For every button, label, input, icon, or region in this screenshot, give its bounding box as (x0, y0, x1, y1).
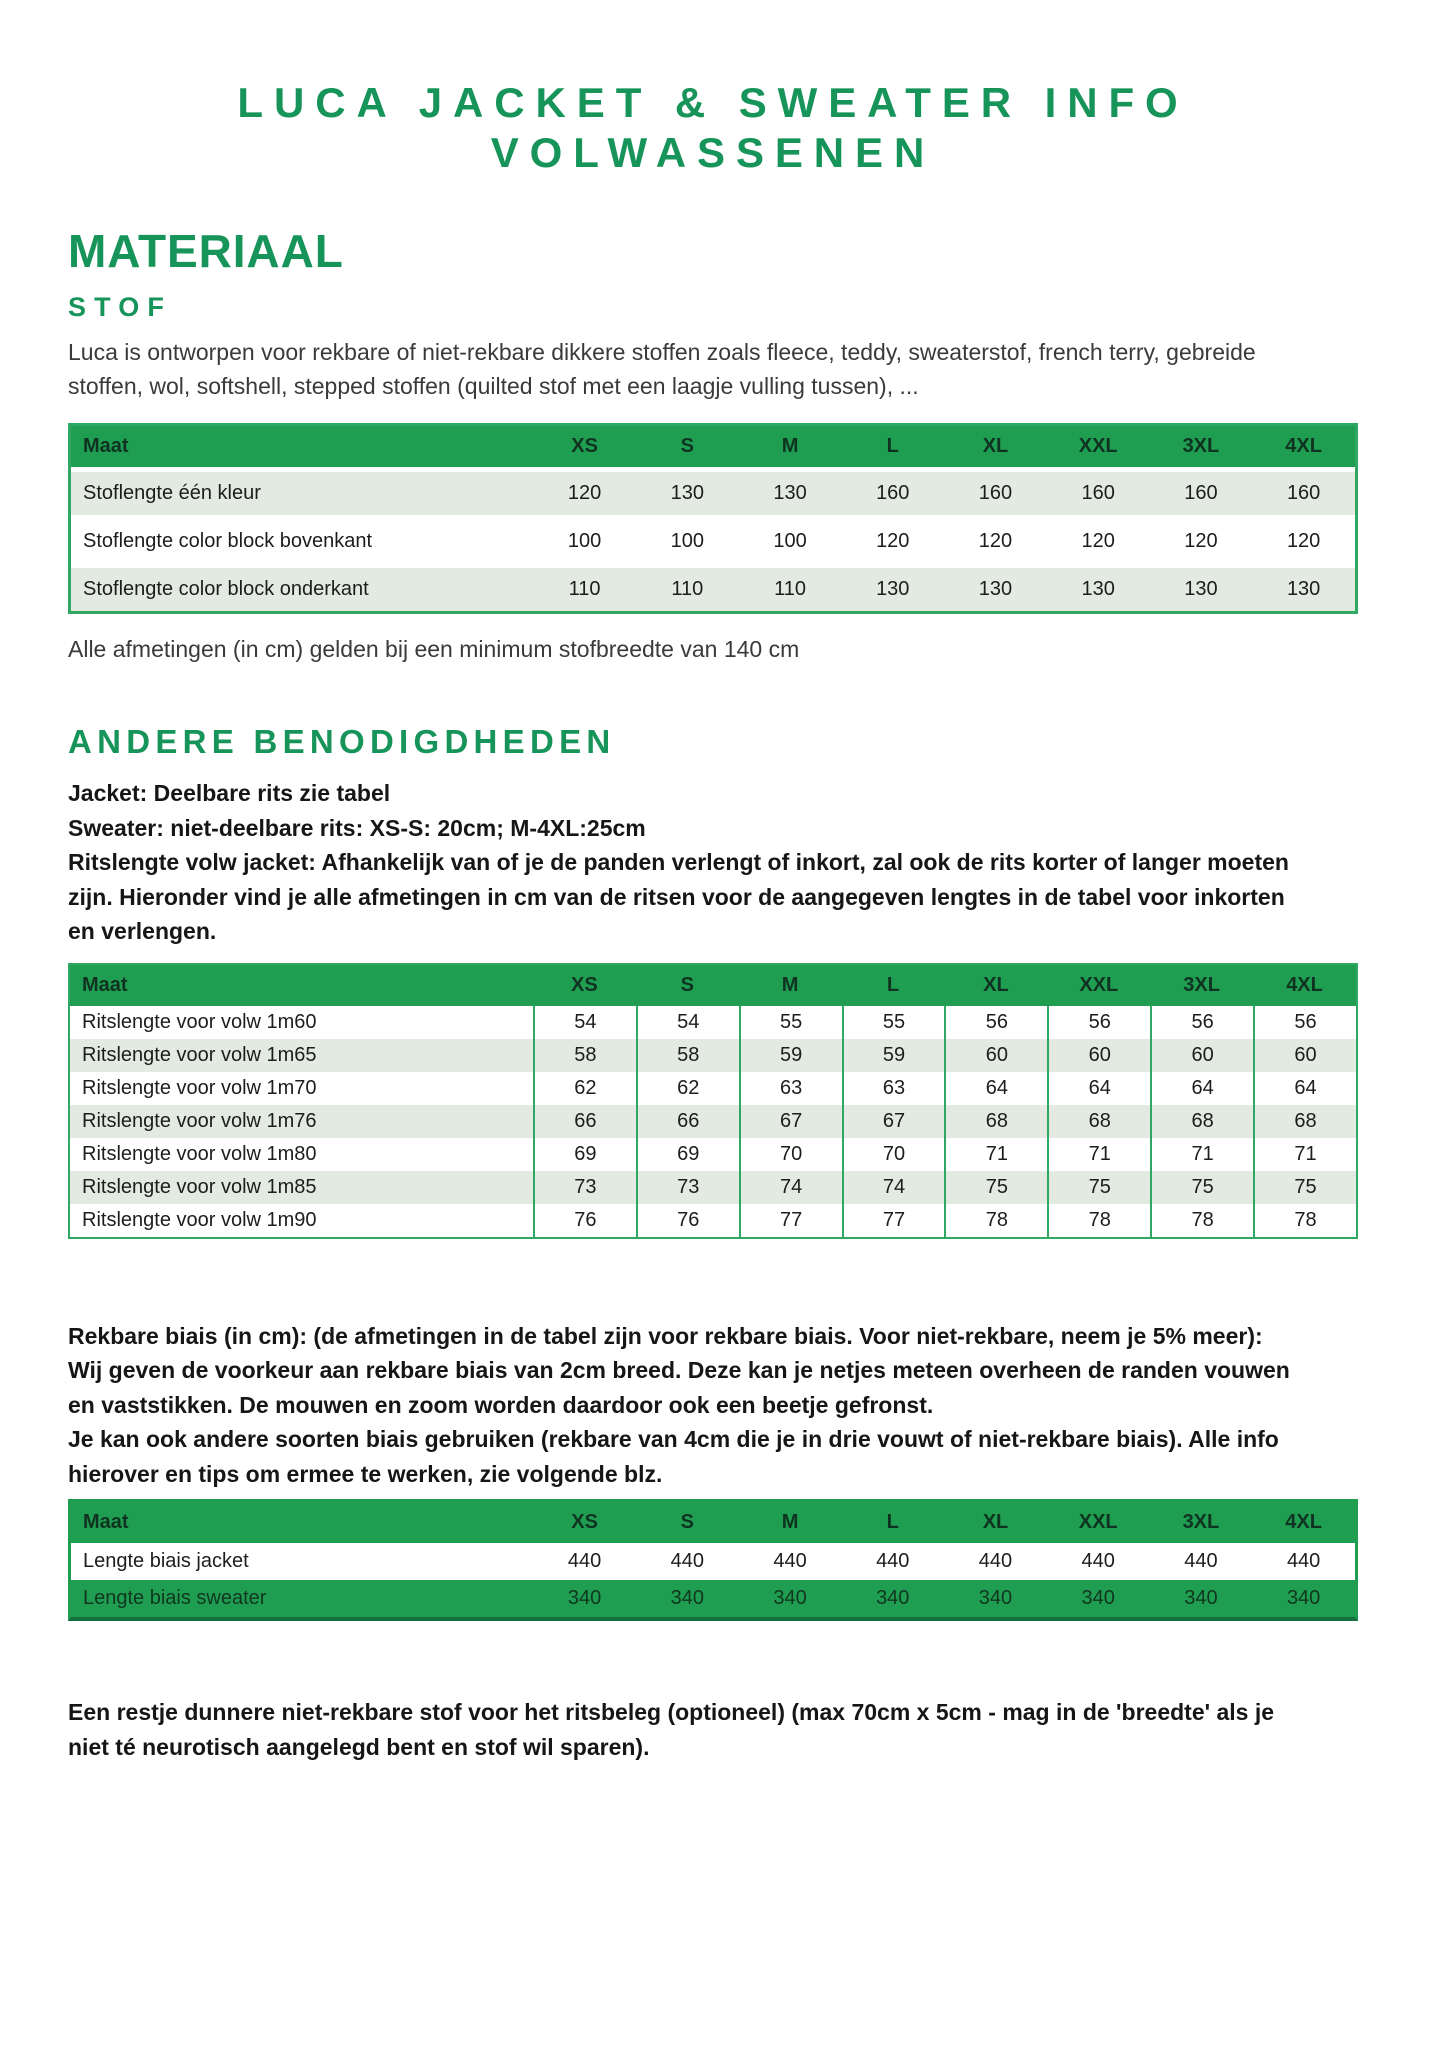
value-cell: 75 (944, 1171, 1047, 1204)
value-cell: 340 (1150, 1580, 1253, 1617)
maat-header-cell: Maat (70, 965, 533, 1006)
value-cell: 78 (944, 1204, 1047, 1237)
value-cell: 110 (739, 563, 842, 611)
value-cell: 60 (1150, 1039, 1253, 1072)
value-cell: 60 (1253, 1039, 1356, 1072)
size-header-cell: XS (533, 965, 636, 1006)
value-cell: 54 (533, 1006, 636, 1039)
value-cell: 78 (1150, 1204, 1253, 1237)
rits-info-line: Sweater: niet-deelbare rits: XS-S: 20cm; M-4XL:25cm (68, 814, 646, 841)
value-cell: 55 (842, 1006, 945, 1039)
value-cell: 120 (841, 515, 944, 563)
value-cell: 77 (739, 1204, 842, 1237)
value-cell: 78 (1047, 1204, 1150, 1237)
materiaal-heading: MATERIAAL (68, 224, 344, 277)
value-cell: 160 (944, 467, 1047, 515)
value-cell: 74 (739, 1171, 842, 1204)
row-label-cell: Ritslengte voor volw 1m65 (70, 1039, 533, 1072)
value-cell: 68 (1253, 1105, 1356, 1138)
value-cell: 69 (636, 1138, 739, 1171)
size-header-cell: XL (944, 965, 1047, 1006)
value-cell: 77 (842, 1204, 945, 1237)
table-row (70, 1105, 1356, 1138)
value-cell: 62 (533, 1072, 636, 1105)
value-cell: 160 (1047, 467, 1150, 515)
value-cell: 60 (1047, 1039, 1150, 1072)
stof-intro-text: Luca is ontworpen voor rekbare of niet-rekbare dikkere stoffen zoals fleece, teddy, sweaterstof, french terry, gebreide stoffen, wol, softshell, stepped stoffen (quilted stof met een laagje vulling tussen), ... (68, 338, 1256, 399)
value-cell: 340 (1047, 1580, 1150, 1617)
rits-info-line: Jacket: Deelbare rits zie tabel (68, 780, 391, 807)
table-row (70, 1204, 1356, 1237)
fabric-width-note: Alle afmetingen (in cm) gelden bij een minimum stofbreedte van 140 cm (68, 635, 800, 662)
rits-info-line: Ritslengte volw jacket: Afhankelijk van of je de panden verlengt of inkort, zal ook de rits korter of langer moeten zijn. Hieronder vind je alle afmetingen in cm van de ritsen voor de aangegeven lengtes in de tabel voor inkorten en verlengen. (68, 849, 1289, 945)
table-row (71, 563, 1355, 611)
value-cell: 75 (1047, 1171, 1150, 1204)
size-header-cell: XL (944, 426, 1047, 467)
value-cell: 78 (1253, 1204, 1356, 1237)
value-cell: 130 (944, 563, 1047, 611)
size-header-cell: XXL (1047, 426, 1150, 467)
size-header-cell: M (739, 426, 842, 467)
value-cell: 340 (841, 1580, 944, 1617)
size-header-cell: 4XL (1252, 426, 1355, 467)
value-cell: 68 (1047, 1105, 1150, 1138)
row-label-cell: Lengte biais sweater (71, 1580, 533, 1617)
value-cell: 76 (636, 1204, 739, 1237)
value-cell: 56 (1150, 1006, 1253, 1039)
size-header-cell: L (842, 965, 945, 1006)
table-row (71, 1580, 1355, 1617)
rits-info-block (68, 776, 1308, 949)
value-cell: 58 (636, 1039, 739, 1072)
size-header-cell: XXL (1047, 1502, 1150, 1543)
table-row (70, 1006, 1356, 1039)
row-label-cell: Ritslengte voor volw 1m80 (70, 1138, 533, 1171)
biais-info-paragraph: Wij geven de voorkeur aan rekbare biais van 2cm breed. Deze kan je netjes meteen overheen de randen vouwen en vaststikken. De mouwen en zoom worden daardoor ook een beetje gefronst. (68, 1357, 1290, 1418)
table-row (71, 1543, 1355, 1580)
value-cell: 340 (533, 1580, 636, 1617)
value-cell: 120 (533, 467, 636, 515)
value-cell: 63 (739, 1072, 842, 1105)
size-header-cell: S (636, 965, 739, 1006)
biais-info-paragraph: Rekbare biais (in cm): (de afmetingen in de tabel zijn voor rekbare biais. Voor niet-rekbare, neem je 5% meer): (68, 1322, 1263, 1349)
andere-benodigdheden-heading: ANDERE BENODIGDHEDEN (68, 722, 616, 760)
row-label-cell: Ritslengte voor volw 1m76 (70, 1105, 533, 1138)
value-cell: 64 (1253, 1072, 1356, 1105)
value-cell: 130 (739, 467, 842, 515)
value-cell: 160 (1150, 467, 1253, 515)
value-cell: 67 (739, 1105, 842, 1138)
row-label-cell: Stoflengte één kleur (71, 467, 533, 515)
value-cell: 71 (1150, 1138, 1253, 1171)
value-cell: 440 (636, 1543, 739, 1580)
size-header-cell: 3XL (1150, 426, 1253, 467)
value-cell: 59 (739, 1039, 842, 1072)
value-cell: 59 (842, 1039, 945, 1072)
size-header-cell: S (636, 426, 739, 467)
page-title-line-2: VOLWASSENEN (490, 129, 936, 177)
size-header-cell: 4XL (1253, 965, 1356, 1006)
size-header-cell: 4XL (1252, 1502, 1355, 1543)
value-cell: 56 (944, 1006, 1047, 1039)
value-cell: 55 (739, 1006, 842, 1039)
value-cell: 58 (533, 1039, 636, 1072)
rits-length-table (68, 963, 1358, 1239)
row-label-cell: Ritslengte voor volw 1m90 (70, 1204, 533, 1237)
value-cell: 70 (739, 1138, 842, 1171)
value-cell: 66 (533, 1105, 636, 1138)
value-cell: 63 (842, 1072, 945, 1105)
row-label-cell: Lengte biais jacket (71, 1543, 533, 1580)
value-cell: 66 (636, 1105, 739, 1138)
value-cell: 120 (944, 515, 1047, 563)
value-cell: 440 (1252, 1543, 1355, 1580)
size-header-cell: 3XL (1150, 1502, 1253, 1543)
value-cell: 130 (1252, 563, 1355, 611)
value-cell: 69 (533, 1138, 636, 1171)
size-header-cell: S (636, 1502, 739, 1543)
value-cell: 440 (841, 1543, 944, 1580)
size-header-cell: L (841, 1502, 944, 1543)
size-header-row (71, 1502, 1355, 1543)
page-title (68, 78, 1358, 179)
value-cell: 74 (842, 1171, 945, 1204)
maat-header-cell: Maat (71, 426, 533, 467)
size-header-cell: XS (533, 1502, 636, 1543)
row-label-cell: Stoflengte color block onderkant (71, 563, 533, 611)
value-cell: 71 (1253, 1138, 1356, 1171)
value-cell: 68 (944, 1105, 1047, 1138)
value-cell: 71 (944, 1138, 1047, 1171)
row-label-cell: Ritslengte voor volw 1m70 (70, 1072, 533, 1105)
table-row (70, 1072, 1356, 1105)
size-header-row (70, 965, 1356, 1006)
value-cell: 100 (636, 515, 739, 563)
biais-length-table (68, 1499, 1358, 1621)
table-row (70, 1039, 1356, 1072)
row-label-cell: Ritslengte voor volw 1m60 (70, 1006, 533, 1039)
stof-length-table (68, 423, 1358, 614)
row-label-cell: Stoflengte color block bovenkant (71, 515, 533, 563)
value-cell: 100 (533, 515, 636, 563)
value-cell: 73 (533, 1171, 636, 1204)
maat-header-cell: Maat (71, 1502, 533, 1543)
size-header-cell: L (841, 426, 944, 467)
biais-info-paragraph: Je kan ook andere soorten biais gebruiken (rekbare van 4cm die je in drie vouwt of niet-rekbare biais). Alle info hierover en tips om ermee te werken, zie volgende blz. (68, 1426, 1279, 1487)
value-cell: 75 (1253, 1171, 1356, 1204)
table-row (71, 467, 1355, 515)
value-cell: 62 (636, 1072, 739, 1105)
value-cell: 71 (1047, 1138, 1150, 1171)
biais-info-block (68, 1319, 1308, 1492)
value-cell: 440 (1047, 1543, 1150, 1580)
value-cell: 440 (533, 1543, 636, 1580)
value-cell: 110 (636, 563, 739, 611)
zipper-facing-note: Een restje dunnere niet-rekbare stof voor het ritsbeleg (optioneel) (max 70cm x 5cm - mag in de 'breedte' als je niet té neurotisch aangelegd bent en stof wil sparen). (68, 1699, 1275, 1760)
value-cell: 130 (1150, 563, 1253, 611)
value-cell: 340 (944, 1580, 1047, 1617)
value-cell: 440 (944, 1543, 1047, 1580)
value-cell: 60 (944, 1039, 1047, 1072)
value-cell: 120 (1252, 515, 1355, 563)
value-cell: 340 (1252, 1580, 1355, 1617)
table-row (71, 515, 1355, 563)
size-header-cell: M (739, 965, 842, 1006)
size-header-row (71, 426, 1355, 467)
value-cell: 130 (841, 563, 944, 611)
table-row (70, 1138, 1356, 1171)
value-cell: 68 (1150, 1105, 1253, 1138)
value-cell: 100 (739, 515, 842, 563)
table-row (70, 1171, 1356, 1204)
size-header-cell: XL (944, 1502, 1047, 1543)
size-header-cell: M (739, 1502, 842, 1543)
value-cell: 73 (636, 1171, 739, 1204)
value-cell: 110 (533, 563, 636, 611)
size-header-cell: XS (533, 426, 636, 467)
value-cell: 56 (1253, 1006, 1356, 1039)
value-cell: 160 (1252, 467, 1355, 515)
value-cell: 67 (842, 1105, 945, 1138)
value-cell: 130 (1047, 563, 1150, 611)
value-cell: 75 (1150, 1171, 1253, 1204)
value-cell: 440 (739, 1543, 842, 1580)
value-cell: 120 (1150, 515, 1253, 563)
value-cell: 130 (636, 467, 739, 515)
value-cell: 64 (1150, 1072, 1253, 1105)
value-cell: 160 (841, 467, 944, 515)
value-cell: 340 (636, 1580, 739, 1617)
value-cell: 70 (842, 1138, 945, 1171)
size-header-cell: 3XL (1150, 965, 1253, 1006)
row-label-cell: Ritslengte voor volw 1m85 (70, 1171, 533, 1204)
size-header-cell: XXL (1047, 965, 1150, 1006)
page-title-line-1: LUCA JACKET & SWEATER INFO (237, 79, 1189, 126)
value-cell: 440 (1150, 1543, 1253, 1580)
value-cell: 76 (533, 1204, 636, 1237)
value-cell: 56 (1047, 1006, 1150, 1039)
value-cell: 54 (636, 1006, 739, 1039)
stof-heading: STOF (68, 292, 172, 323)
value-cell: 64 (944, 1072, 1047, 1105)
value-cell: 340 (739, 1580, 842, 1617)
value-cell: 120 (1047, 515, 1150, 563)
value-cell: 64 (1047, 1072, 1150, 1105)
